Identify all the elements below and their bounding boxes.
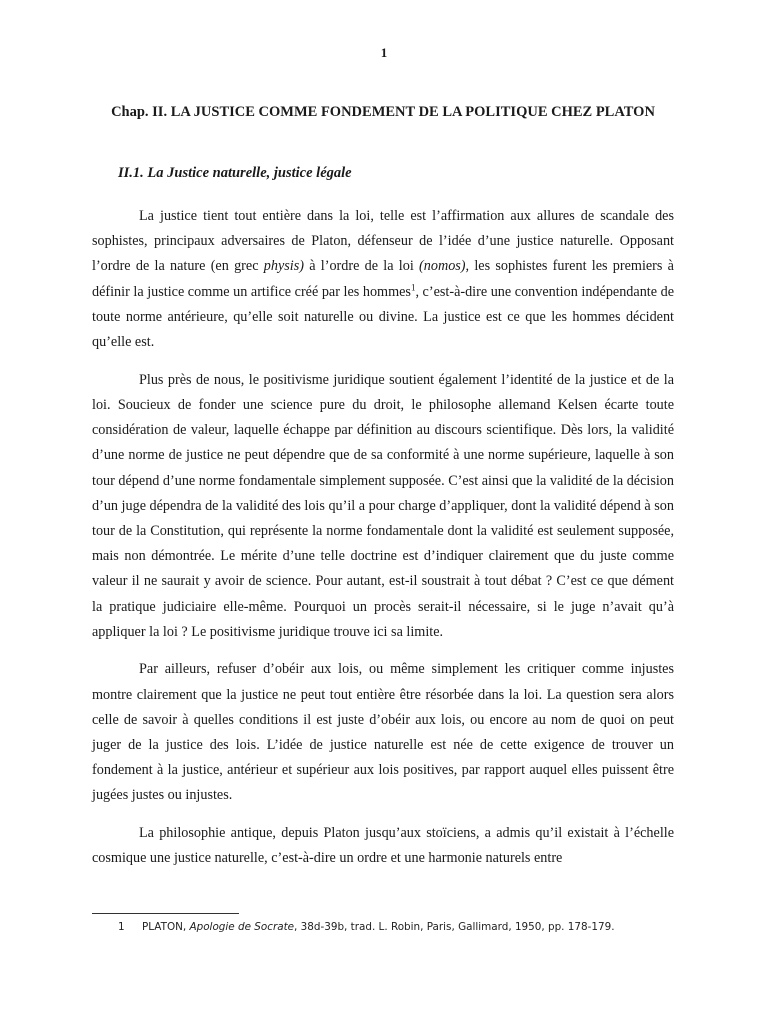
footnote-work-title: Apologie de Socrate (189, 921, 295, 933)
paragraph-1-text-e: les sophistes furent les premiers à définir la justice comme un artifice créé par les hommes (92, 258, 674, 300)
footnote-reference: 1 (410, 281, 416, 292)
body-text (92, 204, 674, 884)
page-number: 1 (380, 45, 388, 60)
footnote-number: 1 (118, 921, 125, 933)
paragraph-1-text-a: La justice tient tout entière dans la loi, telle est l’affirmation aux allures de scandale des sophistes, principaux adversaires de Platon, défenseur de l’idée d’une justice naturelle. Opposant l’ordre de la nature (en grec (92, 208, 674, 275)
paragraph-4: La philosophie antique, depuis Platon jusqu’aux stoïciens, a admis qu’il existait à l’échelle cosmique une justice naturelle, c’est-à-dire un ordre et une harmonie naturels entre (92, 825, 674, 867)
chapter-title: Chap. II. LA JUSTICE COMME FONDEMENT DE LA POLITIQUE CHEZ PLATON (111, 104, 655, 120)
paragraph-1-term-physis: physis) (263, 258, 304, 275)
paragraph-1-term-nomos: (nomos), (419, 258, 470, 275)
paragraph-1 (92, 204, 674, 355)
paragraph-3: Par ailleurs, refuser d’obéir aux lois, ou même simplement les critiquer comme injustes montre clairement que la justice ne peut tout entière être résorbée dans la loi. La question sera alors celle de savoir à quelles conditions il est juste d’obéir aux lois, ou encore au nom de quoi on peut juger de la justice des lois. L’idée de justice naturelle est née de cette exigence de trouver un fondement à la justice, antérieur et supérieur aux lois positives, par rapport auquel elles puissent être jugées justes ou injustes. (92, 661, 674, 804)
footnote-author: PLATON, (142, 921, 190, 933)
paragraph-1-text-f: , c’est-à-dire une convention indépendante de toute norme antérieure, qu’elle soit naturelle ou divine. La justice est ce que les hommes décident qu’elle est. (92, 283, 674, 351)
section-title: II.1. La Justice naturelle, justice légale (118, 165, 352, 181)
paragraph-2: Plus près de nous, le positivisme juridique soutient également l’identité de la justice et de la loi. Soucieux de fonder une science pure du droit, le philosophe allemand Kelsen écarte toute considération de valeur, laquelle échappe par définition au discours scientifique. Dès lors, la validité d’une norme de justice ne peut dépendre que de sa conformité à une norme supérieure, laquelle à son tour dépend d’une norme fondamentale simplement supposée. C’est ainsi que la validité de la décision d’un juge dépendra de la validité des lois qu’il a pour charge d’appliquer, dont la validité dépend à son tour de la Constitution, qui représente la norme fondamentale dont la validité est seulement supposée, mais non démontrée. Le mérite d’une telle doctrine est d’indiquer clairement que du juste comme valeur il ne saurait y avoir de science. Pour autant, est-il soustrait à tout débat ? C’est ce que dément la pratique judiciaire elle-même. Pourquoi un procès serait-il nécessaire, si le juge n’avait qu’à appliquer la loi ? Le positivisme juridique trouve ici sa limite. (92, 371, 674, 640)
footnote-reference-details: , 38d-39b, trad. L. Robin, Paris, Gallimard, 1950, pp. 178-179. (294, 921, 615, 933)
paragraph-1-text-c: à l’ordre de la loi (303, 258, 420, 275)
footnote-separator (92, 913, 239, 914)
footnote (118, 921, 615, 933)
